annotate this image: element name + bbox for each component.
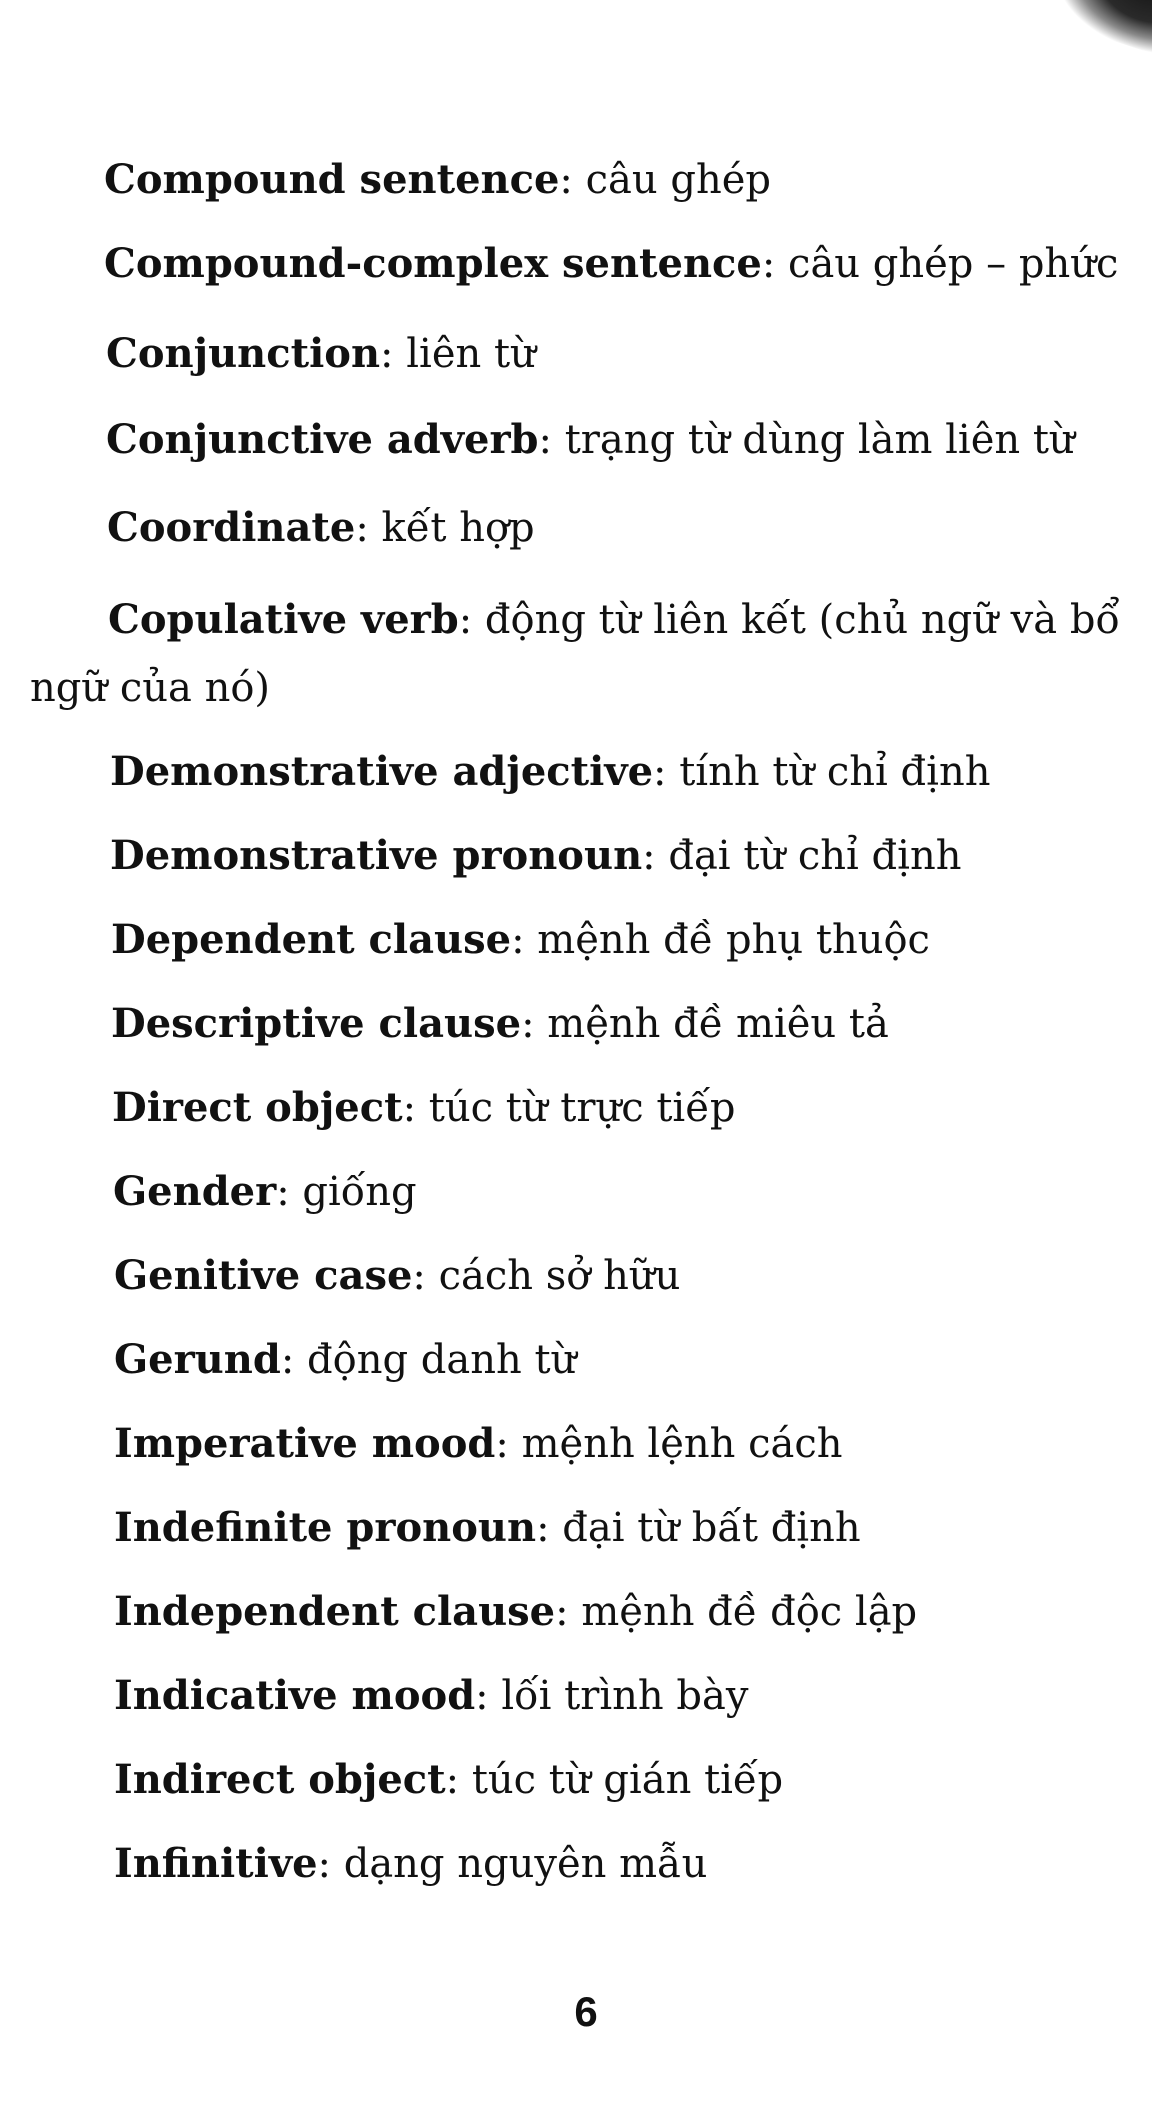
glossary-definition: mệnh lệnh cách [508, 1421, 843, 1467]
glossary-term: Independent clause [114, 1588, 556, 1635]
glossary-separator: : [355, 505, 369, 551]
glossary-entry [111, 916, 930, 963]
glossary-separator: : [445, 1757, 460, 1803]
glossary-separator: : [555, 1589, 569, 1635]
glossary-entry [114, 1840, 708, 1887]
glossary-entry [107, 504, 535, 551]
glossary-separator: : [458, 597, 473, 643]
glossary-term: Indirect object [114, 1756, 446, 1803]
glossary-term: Coordinate [107, 504, 356, 551]
glossary-definition: câu ghép – phức [775, 241, 1119, 287]
glossary-term: Gender [113, 1168, 277, 1215]
glossary-entry [111, 1000, 889, 1047]
glossary-definition: tính từ chỉ định [666, 749, 991, 795]
glossary-separator: : [280, 1337, 295, 1383]
glossary-term: Genitive case [114, 1252, 413, 1299]
glossary-definition: đại từ chỉ định [655, 833, 962, 879]
glossary-entry [110, 748, 991, 795]
glossary-definition: mệnh đề miêu tả [534, 1001, 889, 1047]
glossary-separator: : [538, 417, 552, 463]
glossary-definition: đại từ bất định [549, 1505, 861, 1551]
glossary-entry [114, 1588, 918, 1635]
glossary-term: Imperative mood [114, 1420, 496, 1467]
glossary-term: Conjunction [106, 330, 381, 377]
glossary-term: Demonstrative adjective [110, 748, 654, 795]
glossary-entry [114, 1336, 577, 1383]
glossary-separator: : [380, 331, 394, 377]
glossary-definition: túc từ trực tiếp [416, 1085, 736, 1131]
glossary-definition: lối trình bày [488, 1673, 749, 1719]
glossary-definition-continuation: ngữ của nó) [30, 665, 271, 711]
glossary-term: Direct object [112, 1084, 403, 1131]
glossary-entry [104, 156, 771, 203]
glossary-definition: liên từ [393, 331, 536, 377]
glossary-definition: kết hợp [368, 505, 535, 551]
glossary-separator: : [412, 1253, 426, 1299]
glossary-term: Compound-complex sentence [104, 240, 762, 287]
glossary-term: Dependent clause [111, 916, 512, 963]
glossary-definition: túc từ gián tiếp [459, 1757, 784, 1803]
glossary-entry [114, 1252, 681, 1299]
glossary-definition: dạng nguyên mẫu [331, 1841, 708, 1887]
glossary-separator: : [536, 1505, 550, 1551]
glossary-separator: : [559, 157, 573, 203]
glossary-separator: : [511, 917, 525, 963]
glossary-definition: động từ liên kết (chủ ngữ và bổ [472, 597, 1120, 643]
glossary-separator: : [521, 1001, 535, 1047]
glossary-term: Indefinite pronoun [114, 1504, 537, 1551]
glossary-definition: câu ghép [572, 157, 771, 203]
glossary-term: Copulative verb [108, 596, 459, 643]
glossary-definition: cách sở hữu [425, 1253, 681, 1299]
glossary-term: Demonstrative pronoun [110, 832, 643, 879]
glossary-entry [114, 1504, 861, 1551]
glossary-term: Indicative mood [114, 1672, 476, 1719]
glossary-term: Compound sentence [104, 156, 560, 203]
glossary-definition: giống [289, 1169, 417, 1215]
glossary-entry [110, 832, 962, 879]
glossary-term: Gerund [114, 1336, 281, 1383]
glossary-separator: : [317, 1841, 331, 1887]
glossary-separator: : [402, 1085, 417, 1131]
glossary-definition: mệnh đề độc lập [568, 1589, 918, 1635]
glossary-entry [114, 1420, 843, 1467]
glossary-separator: : [761, 241, 776, 287]
glossary-separator: : [495, 1421, 509, 1467]
glossary-definition: mệnh đề phụ thuộc [524, 917, 930, 963]
glossary-definition: động danh từ [294, 1337, 577, 1383]
glossary-entry [113, 1168, 417, 1215]
glossary-term: Infinitive [114, 1840, 318, 1887]
glossary-separator: : [642, 833, 656, 879]
glossary-term: Descriptive clause [111, 1000, 522, 1047]
glossary-entry [104, 240, 1119, 287]
page-number: 6 [574, 1988, 598, 2035]
glossary-entry [106, 330, 536, 377]
glossary-entry [114, 1672, 749, 1719]
glossary-entry [114, 1756, 784, 1803]
glossary-separator: : [653, 749, 667, 795]
glossary-term: Conjunctive adverb [106, 416, 539, 463]
glossary-entry [108, 596, 1120, 643]
glossary-entry [106, 416, 1075, 463]
glossary-separator: : [276, 1169, 290, 1215]
glossary-entry [112, 1084, 736, 1131]
glossary-definition: trạng từ dùng làm liên từ [551, 417, 1075, 463]
glossary-separator: : [475, 1673, 489, 1719]
